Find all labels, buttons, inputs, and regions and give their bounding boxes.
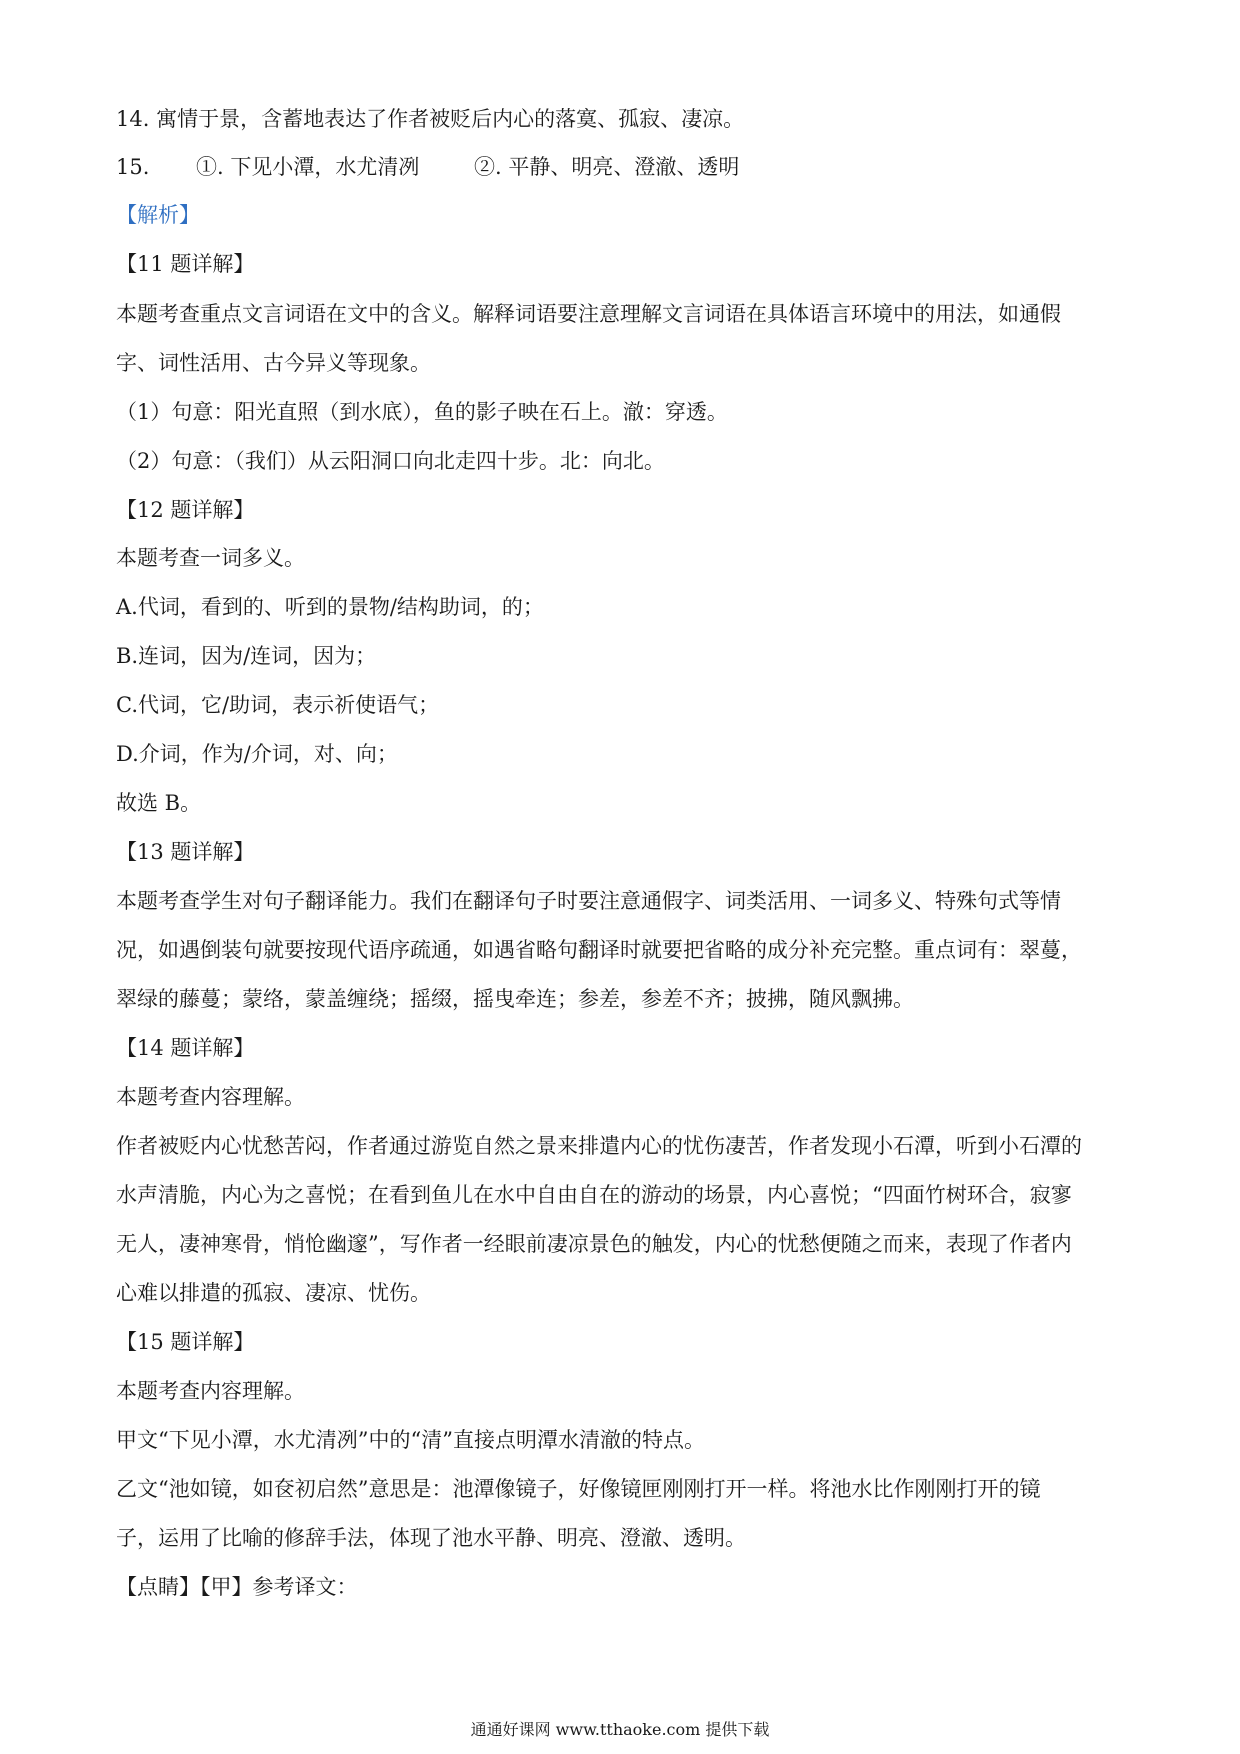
body-line: 况，如遇倒装句就要按现代语序疏通，如遇省略句翻译时就要把省略的成分补充完整。重点词有：翠蔓， <box>116 938 1082 962</box>
body-line: （1）句意：阳光直照（到水底），鱼的影子映在石上。澈：穿透。 <box>116 400 728 424</box>
body-line: 心难以排遣的孤寂、凄凉、忧伤。 <box>116 1281 431 1305</box>
body-line: 子，运用了比喻的修辞手法，体现了池水平静、明亮、澄澈、透明。 <box>116 1526 746 1550</box>
body-line: 【12 题详解】 <box>116 498 255 522</box>
body-line: 本题考查内容理解。 <box>116 1379 305 1403</box>
body-line: 本题考查重点文言词语在文中的含义。解释词语要注意理解文言词语在具体语言环境中的用法，如通假 <box>116 302 1061 326</box>
answer-15-part2: ②. 平静、明亮、澄澈、透明 <box>474 155 740 179</box>
body-line: 本题考查一词多义。 <box>116 546 305 570</box>
body-line: 故选 B。 <box>116 791 202 815</box>
body-line: 水声清脆，内心为之喜悦；在看到鱼儿在水中自由自在的游动的场景，内心喜悦；“四面竹树环合，寂寥 <box>116 1183 1072 1207</box>
body-line: 【13 题详解】 <box>116 840 255 864</box>
body-line: 本题考查内容理解。 <box>116 1085 305 1109</box>
body-line: 乙文“池如镜，如奁初启然”意思是：池潭像镜子，好像镜匣刚刚打开一样。将池水比作刚刚打开的镜 <box>116 1477 1041 1501</box>
body-line: C.代词，它/助词，表示祈使语气； <box>116 693 440 717</box>
analysis-heading: 【解析】 <box>116 203 200 227</box>
answer-15 <box>116 153 1126 181</box>
answer-15-number: 15. <box>116 155 150 179</box>
body-line: D.介词，作为/介词，对、向； <box>116 742 398 766</box>
body-line: 无人，凄神寒骨，悄怆幽邃”，写作者一经眼前凄凉景色的触发，内心的忧愁便随之而来，表现了作者内 <box>116 1232 1072 1256</box>
body-line: 翠绿的藤蔓；蒙络，蒙盖缠绕；摇缀，摇曳牵连；参差，参差不齐；披拂，随风飘拂。 <box>116 987 914 1011</box>
body-line: 本题考查学生对句子翻译能力。我们在翻译句子时要注意通假字、词类活用、一词多义、特殊句式等情 <box>116 889 1061 913</box>
body-line: B.连词，因为/连词，因为； <box>116 644 377 668</box>
body-line: 字、词性活用、古今异义等现象。 <box>116 351 431 375</box>
body-line: 甲文“下见小潭，水尤清冽”中的“清”直接点明潭水清澈的特点。 <box>116 1428 705 1452</box>
body-line: （2）句意：（我们）从云阳洞口向北走四十步。北：向北。 <box>116 449 665 473</box>
body-line: 【点睛】【甲】参考译文： <box>116 1575 358 1599</box>
body-line: A.代词，看到的、听到的景物/结构助词，的； <box>116 595 544 619</box>
body-line: 【15 题详解】 <box>116 1330 255 1354</box>
answer-14: 14. 寓情于景，含蓄地表达了作者被贬后内心的落寞、孤寂、凄凉。 <box>116 107 745 131</box>
body-line: 【11 题详解】 <box>116 252 255 276</box>
answer-15-part1: ①. 下见小潭，水尤清冽 <box>196 155 420 179</box>
body-line: 【14 题详解】 <box>116 1036 255 1060</box>
page-footer: 通通好课网 www.tthaoke.com 提供下载 <box>470 1720 770 1739</box>
body-line: 作者被贬内心忧愁苦闷，作者通过游览自然之景来排遣内心的忧伤凄苦，作者发现小石潭，听到小石潭的 <box>116 1134 1082 1158</box>
